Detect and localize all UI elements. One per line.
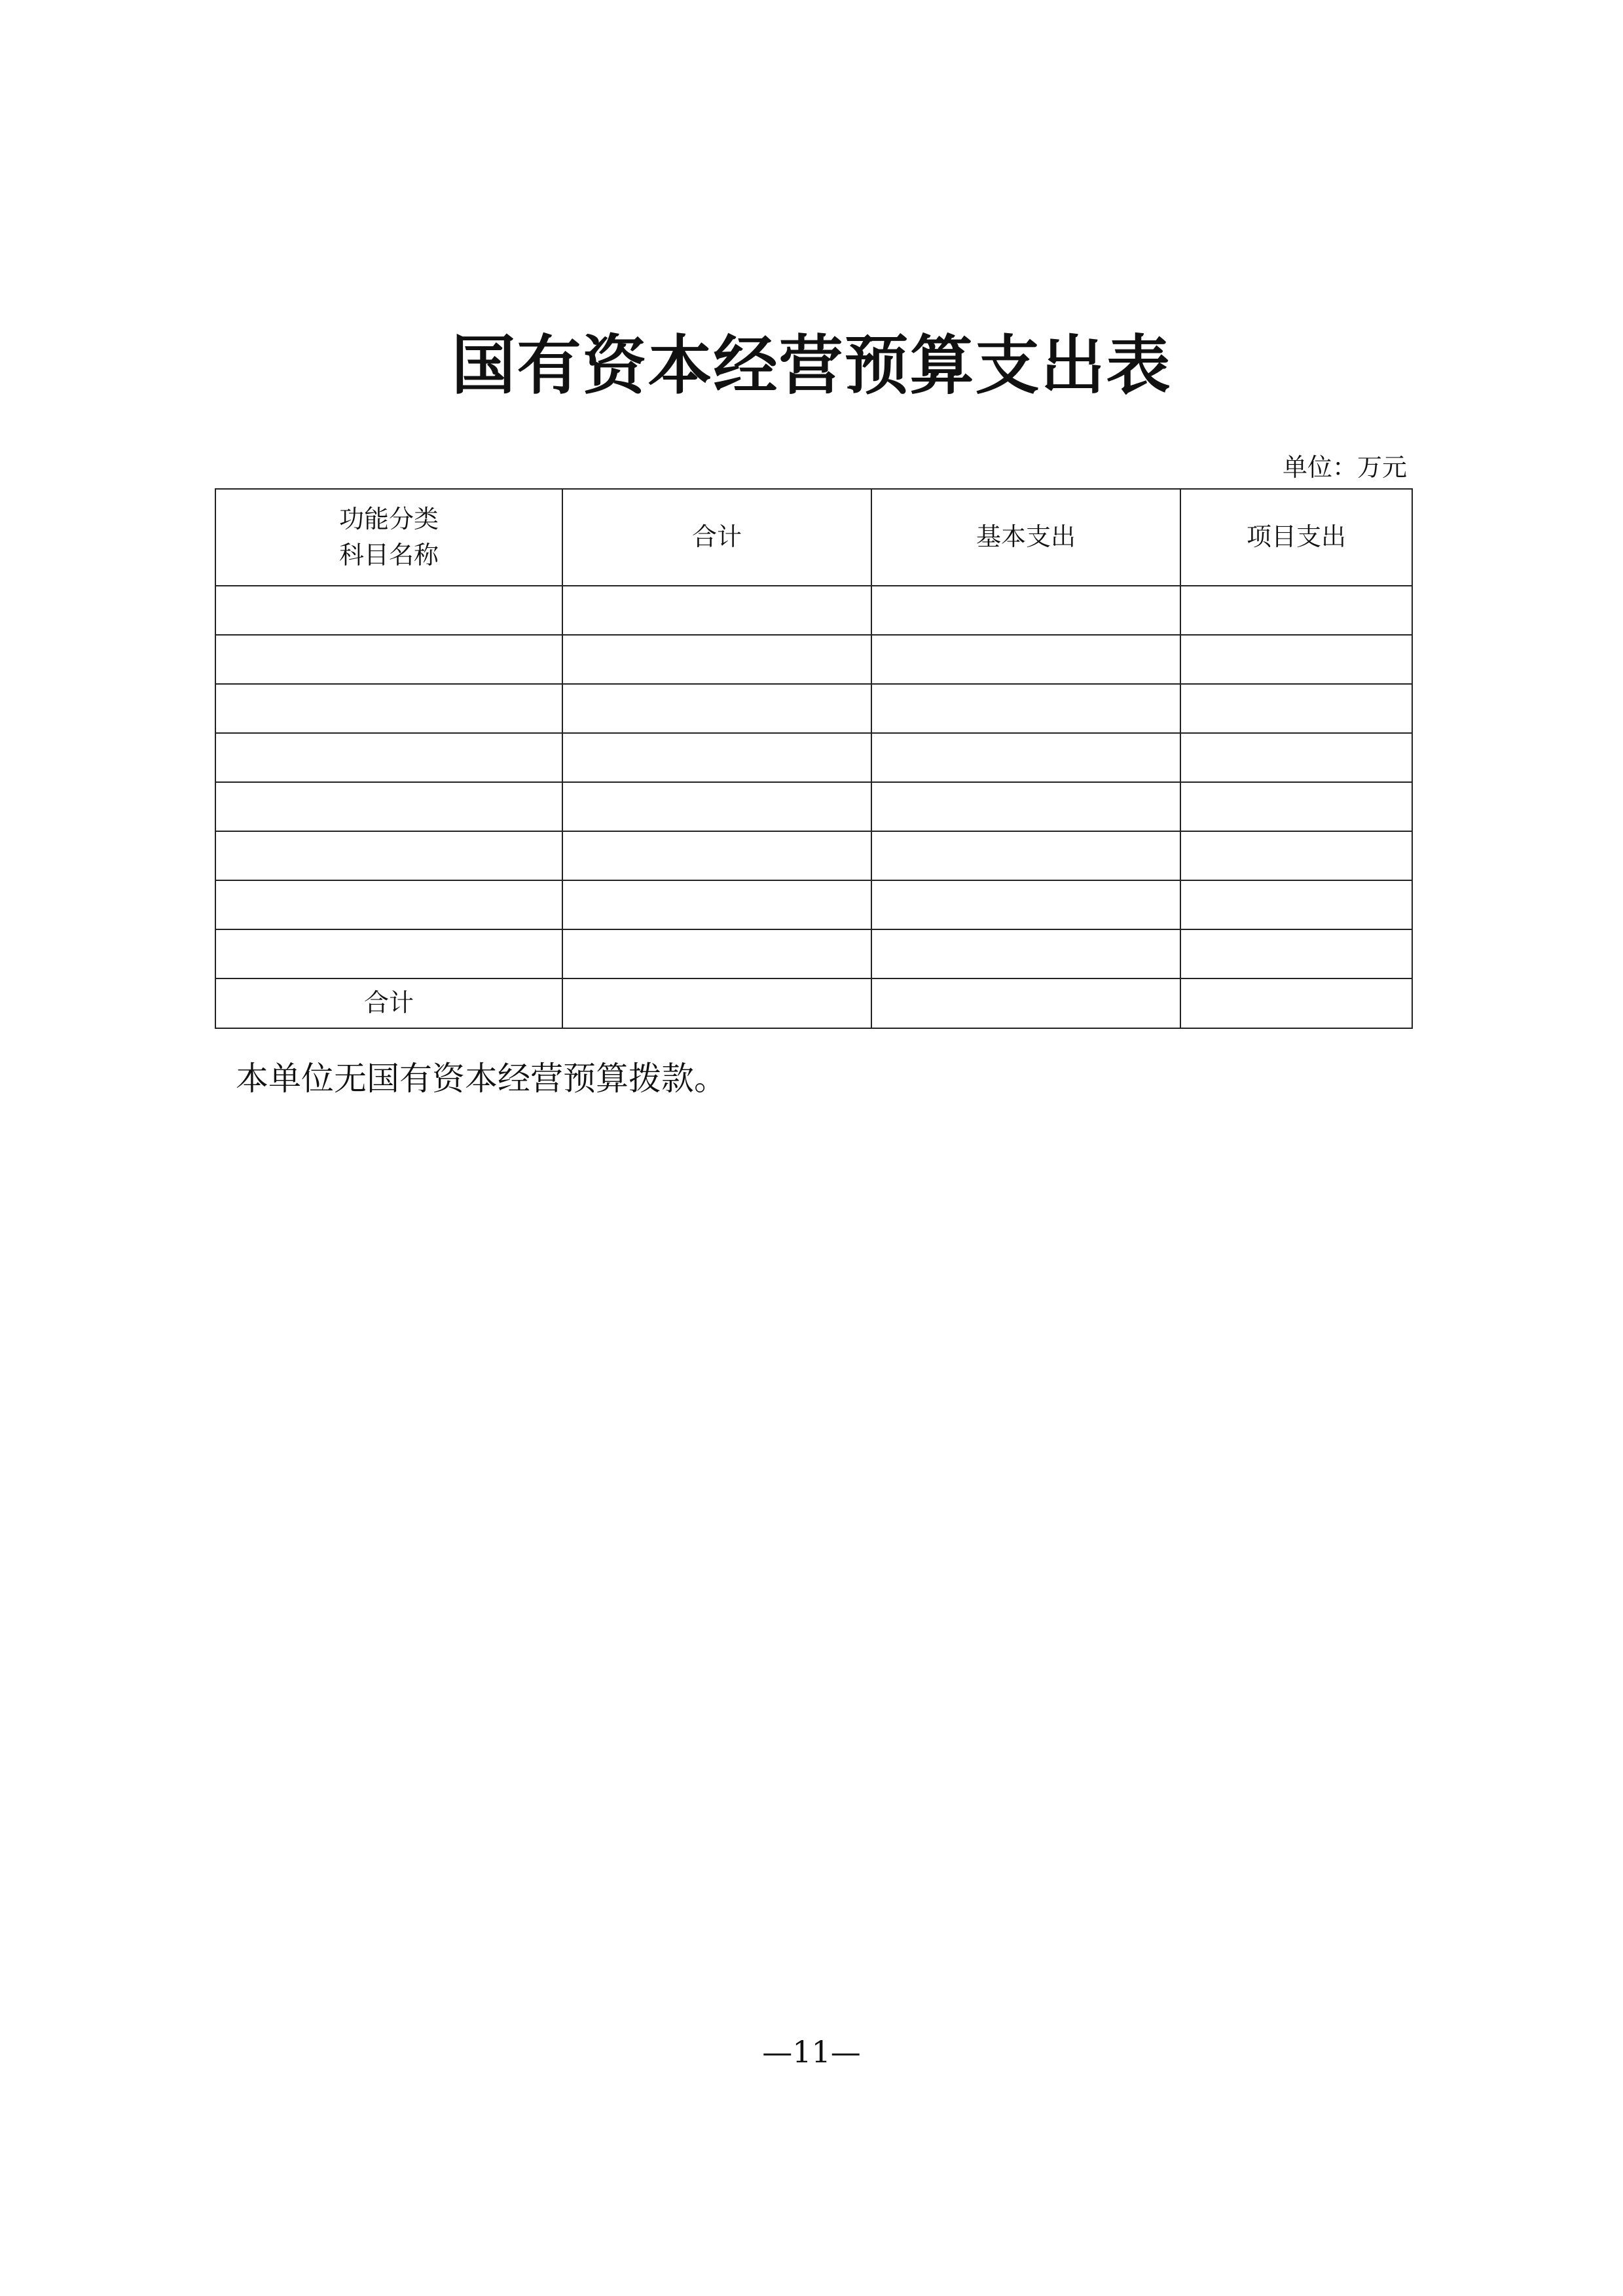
- total-row-cell: [1180, 978, 1412, 1028]
- document-title: 国有资本经营预算支出表: [451, 328, 1172, 403]
- total-row-cell: [562, 978, 871, 1028]
- page-number: —11—: [762, 2034, 861, 2070]
- header-subject-name: [215, 489, 562, 586]
- table-row: [215, 684, 1412, 733]
- table-cell: [215, 635, 562, 684]
- no-appropriation-note: 本单位无国有资本经营预算拨款。: [236, 1060, 727, 1098]
- table-cell: [562, 929, 871, 978]
- table-cell: [1180, 929, 1412, 978]
- total-row-cell: [871, 978, 1180, 1028]
- table-cell: [562, 831, 871, 880]
- table-cell: [1180, 831, 1412, 880]
- table-row: [215, 733, 1412, 782]
- table-cell: [215, 733, 562, 782]
- table-cell: [215, 684, 562, 733]
- table-cell: [215, 586, 562, 635]
- table-cell: [871, 635, 1180, 684]
- table-row: [215, 929, 1412, 978]
- table-cell: [1180, 684, 1412, 733]
- table-cell: [562, 635, 871, 684]
- table-row: [215, 880, 1412, 929]
- table-cell: [1180, 586, 1412, 635]
- header-basic-expenditure: 基本支出: [871, 489, 1180, 586]
- table-cell: [562, 733, 871, 782]
- table-cell: [1180, 733, 1412, 782]
- table-cell: [215, 880, 562, 929]
- table-cell: [871, 782, 1180, 831]
- header-subject-name-line1: 功能分类: [338, 504, 439, 533]
- table-cell: [562, 586, 871, 635]
- table-cell: [1180, 880, 1412, 929]
- unit-label: 单位：万元: [1282, 453, 1407, 482]
- table-cell: [215, 831, 562, 880]
- table-total-row: [215, 978, 1412, 1028]
- table-cell: [871, 684, 1180, 733]
- table-cell: [871, 733, 1180, 782]
- table-cell: [871, 831, 1180, 880]
- table-cell: [1180, 782, 1412, 831]
- total-row-label: 合计: [215, 978, 562, 1028]
- table-cell: [871, 929, 1180, 978]
- table-cell: [562, 880, 871, 929]
- header-project-expenditure: 项目支出: [1180, 489, 1412, 586]
- table-header-row: [215, 489, 1412, 586]
- table-cell: [871, 880, 1180, 929]
- budget-expenditure-table: [215, 488, 1413, 1029]
- table-cell: [1180, 635, 1412, 684]
- table-row: [215, 831, 1412, 880]
- table-cell: [562, 684, 871, 733]
- table-row: [215, 782, 1412, 831]
- table-cell: [215, 782, 562, 831]
- header-total: 合计: [562, 489, 871, 586]
- table-cell: [871, 586, 1180, 635]
- table-row: [215, 586, 1412, 635]
- table-row: [215, 635, 1412, 684]
- table-cell: [215, 929, 562, 978]
- table-cell: [562, 782, 871, 831]
- header-subject-name-line2: 科目名称: [338, 541, 439, 569]
